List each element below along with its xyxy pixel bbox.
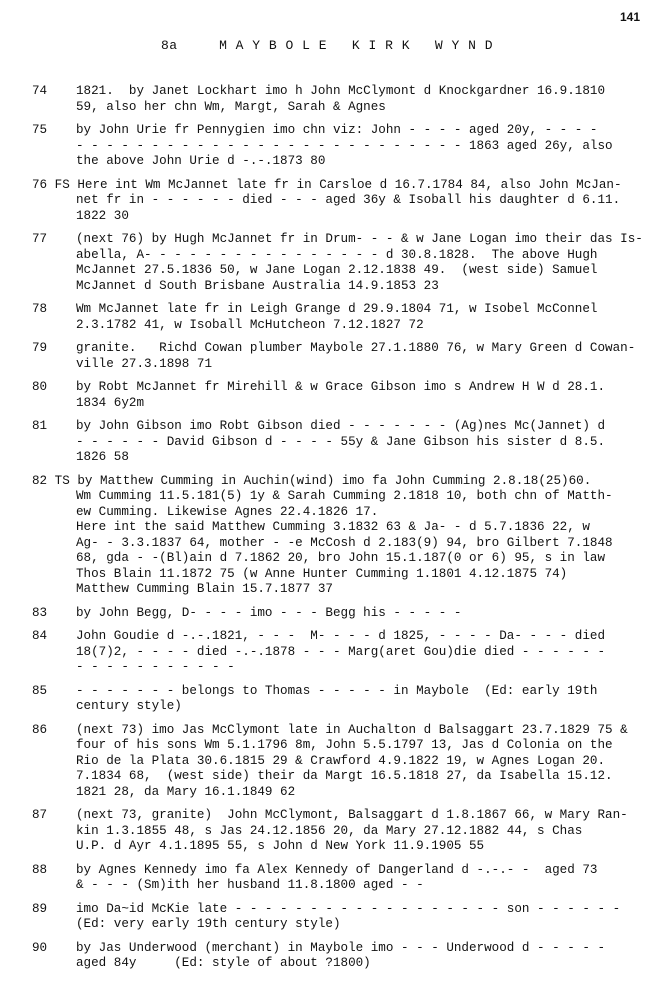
entry-first-line (32, 419, 642, 435)
entry-text-line: 2.3.1782 41, w Isoball McHutcheon 7.12.1827 72 (76, 317, 424, 332)
entry-first-line (32, 84, 642, 100)
entry-first-line (32, 380, 642, 396)
entry-text: 1821. by Janet Lockhart imo h John McClymont d Knockgardner 16.9.1810 (76, 84, 606, 98)
entry-text-line: - - - - - - David Gibson d - - - - 55y & Jane Gibson his sister d 8.5. (76, 434, 606, 449)
entry-text-line: Rio de la Plata 30.6.1815 29 & Crawford 4.9.1822 19, w Agnes Logan 20. (76, 753, 606, 768)
entry-text-line: & - - - (Sm)ith her husband 11.8.1800 aged - - (76, 878, 424, 892)
entry-text-line: Here int the said Matthew Cumming 3.1832 63 & Ja- - d 5.7.1836 22, w (76, 520, 590, 534)
entry-text-line: McJannet 27.5.1836 50, w Jane Logan 2.12.1838 49. (west side) Samuel (76, 263, 598, 277)
entry-text-line: Ag- - 3.3.1837 64, mother - -e McCosh d 2.183(9) 94, bro Gilbert 7.1848 (76, 535, 613, 550)
inscription-entry (32, 684, 642, 715)
inscription-entry (32, 941, 642, 972)
entry-text: by John Urie fr Pennygien imo chn viz: John - - - - aged 20y, - - - - (76, 123, 598, 137)
entry-number: 82 TS (32, 473, 78, 488)
entry-text: Wm McJannet late fr in Leigh Grange d 29.9.1804 71, w Isobel McConnel (76, 302, 598, 316)
entry-number: 79 (32, 341, 55, 355)
entry-number: 90 (32, 940, 48, 955)
entry-text: by Agnes Kennedy imo fa Alex Kennedy of Dangerland d -.-.- - aged 73 (76, 862, 598, 877)
entry-text: John Goudie d -.-.1821, - - - M- - - - d 1825, - - - - Da- - - - died (76, 629, 606, 643)
entry-text-line: century style) (76, 699, 182, 713)
entry-text-line: ville 27.3.1898 71 (76, 356, 213, 371)
entry-first-line (32, 902, 642, 918)
inscription-entry (32, 178, 642, 225)
inscription-entry (32, 341, 642, 372)
entry-first-line (32, 808, 642, 824)
entry-first-line (32, 123, 642, 139)
entry-text-line: Wm Cumming 11.5.181(5) 1y & Sarah Cumming 2.1818 10, both chn of Matth- (76, 489, 613, 503)
entry-first-line (32, 302, 642, 318)
inscription-entry (32, 808, 642, 855)
entry-number: 88 (32, 862, 48, 877)
entry-number: 75 (32, 123, 48, 137)
inscription-entry (32, 474, 642, 598)
entry-text-line: 1821 28, da Mary 16.1.1849 62 (76, 784, 296, 799)
entry-text: granite. Richd Cowan plumber Maybole 27.1.1880 76, w Mary Green d Cowan- (76, 341, 636, 355)
inscription-entry (32, 123, 642, 170)
entry-number: 83 (32, 605, 48, 620)
entry-text-line: 1826 58 (76, 450, 129, 464)
inscription-list (32, 84, 642, 980)
inscription-entry (32, 902, 642, 933)
entry-text-line: 1822 30 (76, 208, 129, 223)
entry-text-line: net fr in - - - - - - died - - - aged 36y & Isoball his daughter d 6.11. (76, 193, 621, 207)
entry-text-line: ew Cumming. Likewise Agnes 22.4.1826 17. (76, 504, 379, 519)
entry-text-line: - - - - - - - - - - - - - - - - - - - - - - - - - - 1863 aged 26y, also (76, 138, 613, 153)
entry-number: 89 (32, 901, 48, 916)
page-number: 141 (619, 10, 640, 24)
inscription-entry (32, 302, 642, 333)
inscription-entry (32, 606, 642, 622)
entry-text: by John Gibson imo Robt Gibson died - - - - - - - (Ag)nes Mc(Jannet) d (76, 419, 606, 433)
entry-number: 78 (32, 302, 48, 316)
entry-number: 77 (32, 232, 55, 246)
entry-text-line: abella, A- - - - - - - - - - - - - - - - d 30.8.1828. The above Hugh (76, 247, 598, 262)
inscription-entry (32, 723, 642, 801)
entry-text: by Matthew Cumming in Auchin(wind) imo fa John Cumming 2.8.18(25)60. (77, 473, 592, 488)
entry-number: 85 (32, 683, 48, 698)
entry-text-line: 1834 6y2m (76, 395, 145, 410)
entry-text-line: McJannet d South Brisbane Australia 14.9.1853 23 (76, 278, 439, 293)
inscription-entry (32, 419, 642, 466)
inscription-entry (32, 84, 642, 115)
entry-text-line: - - - - - - - - - - - (76, 660, 235, 674)
inscription-entry (32, 629, 642, 676)
entry-first-line (32, 606, 642, 622)
entry-text: - - - - - - - belongs to Thomas - - - - - in Maybole (Ed: early 19th (76, 683, 598, 698)
entry-first-line (32, 723, 642, 739)
entry-first-line (32, 863, 642, 879)
entry-text-line: 59, also her chn Wm, Margt, Sarah & Agnes (76, 99, 386, 114)
entry-text-line: 18(7)2, - - - - died -.-.1878 - - - Marg(aret Gou)die died - - - - - - (76, 644, 606, 659)
entry-text-line: Thos Blain 11.1872 75 (w Anne Hunter Cumming 1.1801 4.12.1875 74) (76, 566, 568, 581)
entry-text: Here int Wm McJannet late fr in Carsloe d 16.7.1784 84, also John McJan- (77, 177, 622, 192)
entry-first-line (32, 232, 642, 248)
inscription-entry (32, 380, 642, 411)
entry-text: (next 76) by Hugh McJannet fr in Drum- - - & w Jane Logan imo their das Is- (76, 232, 643, 246)
entry-text-line: (Ed: very early 19th century style) (76, 917, 341, 931)
entry-number: 80 (32, 380, 48, 394)
entry-text-line: four of his sons Wm 5.1.1796 8m, John 5.5.1797 13, Jas d Colonia on the (76, 738, 613, 752)
entry-first-line (32, 941, 642, 957)
entry-number: 76 FS (32, 177, 78, 192)
entry-text: (next 73, granite) John McClymont, Balsaggart d 1.8.1867 66, w Mary Ran- (76, 808, 628, 822)
entry-number: 84 (32, 629, 48, 643)
entry-text: by Robt McJannet fr Mirehill & w Grace Gibson imo s Andrew H W d 28.1. (76, 380, 606, 394)
entry-text: imo Da~id McKie late - - - - - - - - - - - - - - - - - - son - - - - - - (76, 901, 621, 916)
entry-number: 81 (32, 419, 48, 433)
entry-text-line: 68, gda - -(Bl)ain d 7.1862 20, bro John 15.1.187(0 or 6) 95, s in law (76, 551, 606, 565)
entry-text: by Jas Underwood (merchant) in Maybole imo - - - Underwood d - - - - - (76, 940, 606, 955)
entry-text-line: U.P. d Ayr 4.1.1895 55, s John d New York 11.9.1905 55 (76, 839, 485, 853)
entry-first-line (32, 684, 642, 700)
entry-text: (next 73) imo Jas McClymont late in Auchalton d Balsaggart 23.7.1829 75 & (76, 722, 628, 737)
entry-text-line: Matthew Cumming Blain 15.7.1877 37 (76, 582, 333, 596)
entry-number: 86 (32, 722, 55, 737)
entry-text: by John Begg, D- - - - imo - - - Begg his - - - - - (76, 605, 462, 620)
entry-text-line: the above John Urie d -.-.1873 80 (76, 154, 326, 168)
entry-number: 74 (32, 84, 48, 98)
inscription-entry (32, 232, 642, 294)
entry-first-line (32, 474, 642, 490)
page-title: 8a M A Y B O L E K I R K W Y N D (160, 38, 494, 53)
entry-number: 87 (32, 808, 55, 822)
entry-first-line (32, 629, 642, 645)
entry-text-line: aged 84y (Ed: style of about ?1800) (76, 956, 371, 970)
entry-first-line (32, 178, 642, 194)
entry-text-line: kin 1.3.1855 48, s Jas 24.12.1856 20, da Mary 27.12.1882 44, s Chas (76, 823, 583, 838)
entry-text-line: 7.1834 68, (west side) their da Margt 16.5.1818 27, da Isabella 15.12. (76, 769, 613, 783)
entry-first-line (32, 341, 642, 357)
inscription-entry (32, 863, 642, 894)
